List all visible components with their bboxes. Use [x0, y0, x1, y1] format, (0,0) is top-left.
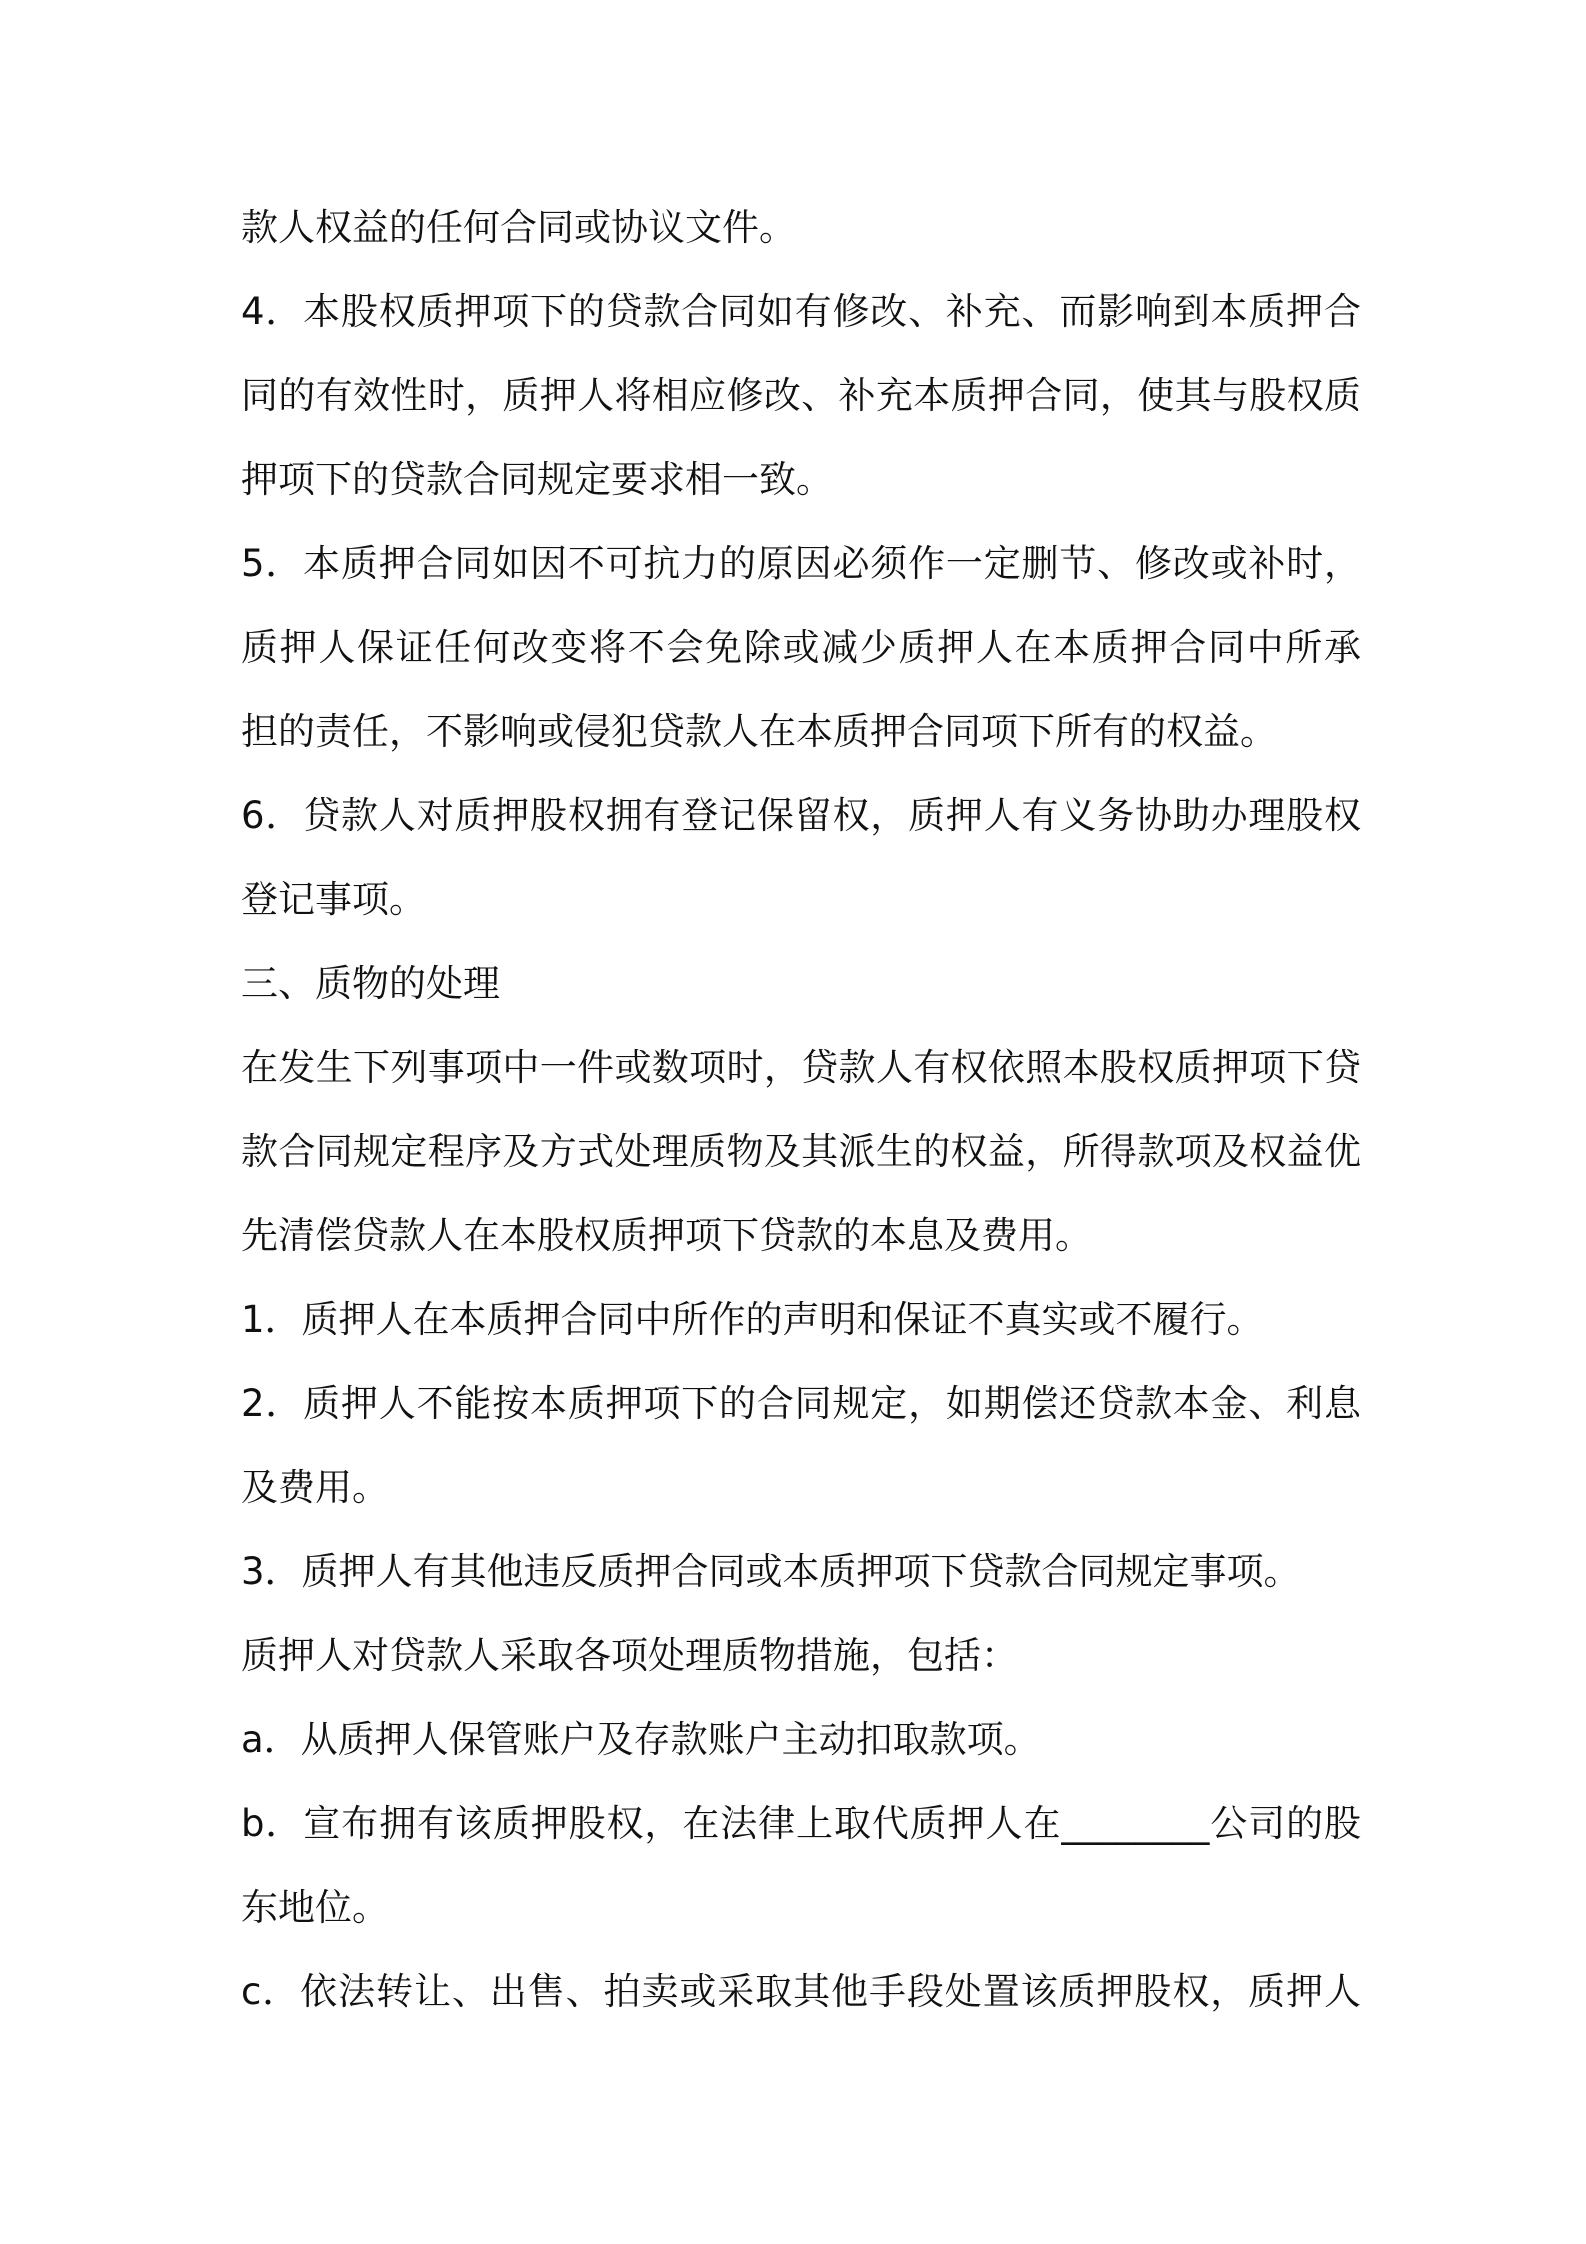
text-line-6: 质押人保证任何改变将不会免除或减少质押人在本质押合同中所承: [241, 626, 1361, 669]
text-line-7: 担的责任，不影响或侵犯贷款人在本质押合同项下所有的权益。: [241, 710, 1277, 753]
text-line-17: 3．质押人有其他违反质押合同或本质押项下贷款合同规定事项。: [241, 1550, 1301, 1593]
text-line-18: 质押人对贷款人采取各项处理质物措施，包括：: [241, 1634, 1018, 1677]
text-line-2: 4．本股权质押项下的贷款合同如有修改、补充、而影响到本质押合: [241, 290, 1361, 333]
text-line-13: 先清偿贷款人在本股权质押项下贷款的本息及费用。: [241, 1214, 1092, 1257]
text-line-3: 同的有效性时，质押人将相应修改、补充本质押合同，使其与股权质: [241, 374, 1361, 417]
text-line-12: 款合同规定程序及方式处理质物及其派生的权益，所得款项及权益优: [241, 1130, 1361, 1173]
text-line-15: 2．质押人不能按本质押项下的合同规定，如期偿还贷款本金、利息: [241, 1382, 1361, 1425]
text-line-11: 在发生下列事项中一件或数项时，贷款人有权依照本股权质押项下贷: [241, 1046, 1361, 1089]
text-line-16: 及费用。: [241, 1466, 389, 1509]
text-line-22: c．依法转让、出售、拍卖或采取其他手段处置该质押股权，质押人: [241, 1970, 1361, 2013]
text-line-20: b．宣布拥有该质押股权，在法律上取代质押人在________公司的股: [241, 1802, 1361, 1845]
text-line-19: a．从质押人保管账户及存款账户主动扣取款项。: [241, 1718, 1041, 1761]
text-line-4: 押项下的贷款合同规定要求相一致。: [241, 458, 833, 501]
text-line-14: 1．质押人在本质押合同中所作的声明和保证不真实或不履行。: [241, 1298, 1264, 1341]
text-line-8: 6．贷款人对质押股权拥有登记保留权，质押人有义务协助办理股权: [241, 794, 1361, 837]
text-line-1: 款人权益的任何合同或协议文件。: [241, 206, 796, 249]
text-line-9: 登记事项。: [241, 878, 426, 921]
text-line-5: 5．本质押合同如因不可抗力的原因必须作一定删节、修改或补时，: [241, 542, 1361, 585]
section-heading: 三、质物的处理: [241, 962, 500, 1005]
text-line-21: 东地位。: [241, 1886, 389, 1929]
